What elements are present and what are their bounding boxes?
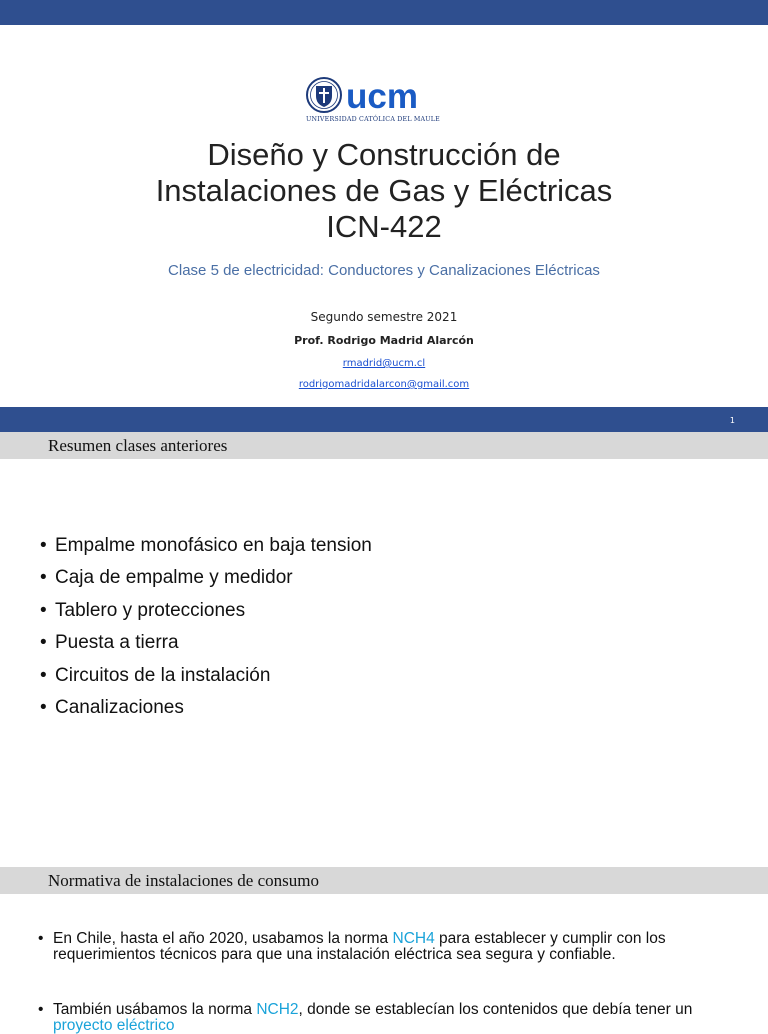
email-link-gmail[interactable]: rodrigomadridalarcon@gmail.com <box>298 379 470 390</box>
slide-title <box>0 137 768 245</box>
list-item-text: Caja de empalme y medidor <box>55 567 293 589</box>
list-item-text: Tablero y protecciones <box>55 599 246 621</box>
slide-subtitle: Clase 5 de electricidad: Conductores y Canalizaciones Eléctricas <box>168 262 600 279</box>
semester-text: Segundo semestre 2021 <box>310 310 458 324</box>
footer-bar <box>0 407 768 434</box>
list-item <box>40 660 372 692</box>
bullet-icon: • <box>40 535 47 556</box>
paragraph-nch2: • También usábamos la norma NCH2, donde se establecían los contenidos que debía tener un proyecto eléctrico <box>38 1001 693 1034</box>
list-item <box>40 692 372 724</box>
email-link-ucm[interactable]: rmadrid@ucm.cl <box>342 358 426 369</box>
crest-icon <box>307 78 341 112</box>
highlight-nch2: NCH2 <box>256 1001 299 1018</box>
slide-header-title: Normativa de instalaciones de consumo <box>48 871 319 890</box>
professor-name: Prof. Rodrigo Madrid Alarcón <box>294 334 474 347</box>
bullet-icon: • <box>38 930 44 947</box>
slide-3 <box>0 838 768 1034</box>
slide-2 <box>0 432 768 838</box>
list-item <box>40 595 372 627</box>
list-item-text: Puesta a tierra <box>55 632 179 654</box>
list-item-text: Canalizaciones <box>55 696 184 718</box>
title-line-1: Diseño y Construcción de <box>207 137 561 172</box>
highlight-nch4: NCH4 <box>392 930 435 947</box>
top-bar <box>0 0 768 25</box>
bullet-icon: • <box>40 664 47 686</box>
title-line-3: ICN-422 <box>326 209 442 244</box>
paragraph-nch4: • En Chile, hasta el año 2020, usabamos la norma NCH4 para establecer y cumplir con los requerimientos técnicos para que una instalación eléctrica sea segura y confiable. <box>38 930 666 963</box>
slide-header <box>0 867 768 894</box>
list-item <box>40 627 372 659</box>
slide-header <box>0 432 768 459</box>
title-line-2: Instalaciones de Gas y Eléctricas <box>155 173 613 208</box>
bullet-icon: • <box>40 567 47 589</box>
slide-header-title: Resumen clases anteriores <box>48 436 228 455</box>
bullet-icon: • <box>40 696 47 718</box>
bullet-list <box>40 530 372 724</box>
slide-1 <box>0 0 768 432</box>
bullet-icon: • <box>40 599 47 621</box>
list-item-text: Empalme monofásico en baja tension <box>55 535 372 556</box>
university-name: UNIVERSIDAD CATÓLICA DEL MAULE <box>306 116 440 123</box>
list-item <box>40 530 372 562</box>
page-number: 1 <box>729 416 735 425</box>
list-item <box>40 562 372 594</box>
bullet-icon: • <box>38 1001 44 1018</box>
bullet-icon: • <box>40 632 47 654</box>
highlight-proyecto: proyecto eléctrico <box>53 1017 175 1034</box>
list-item-text: Circuitos de la instalación <box>55 664 271 686</box>
logo-wordmark: ucm <box>346 77 418 116</box>
